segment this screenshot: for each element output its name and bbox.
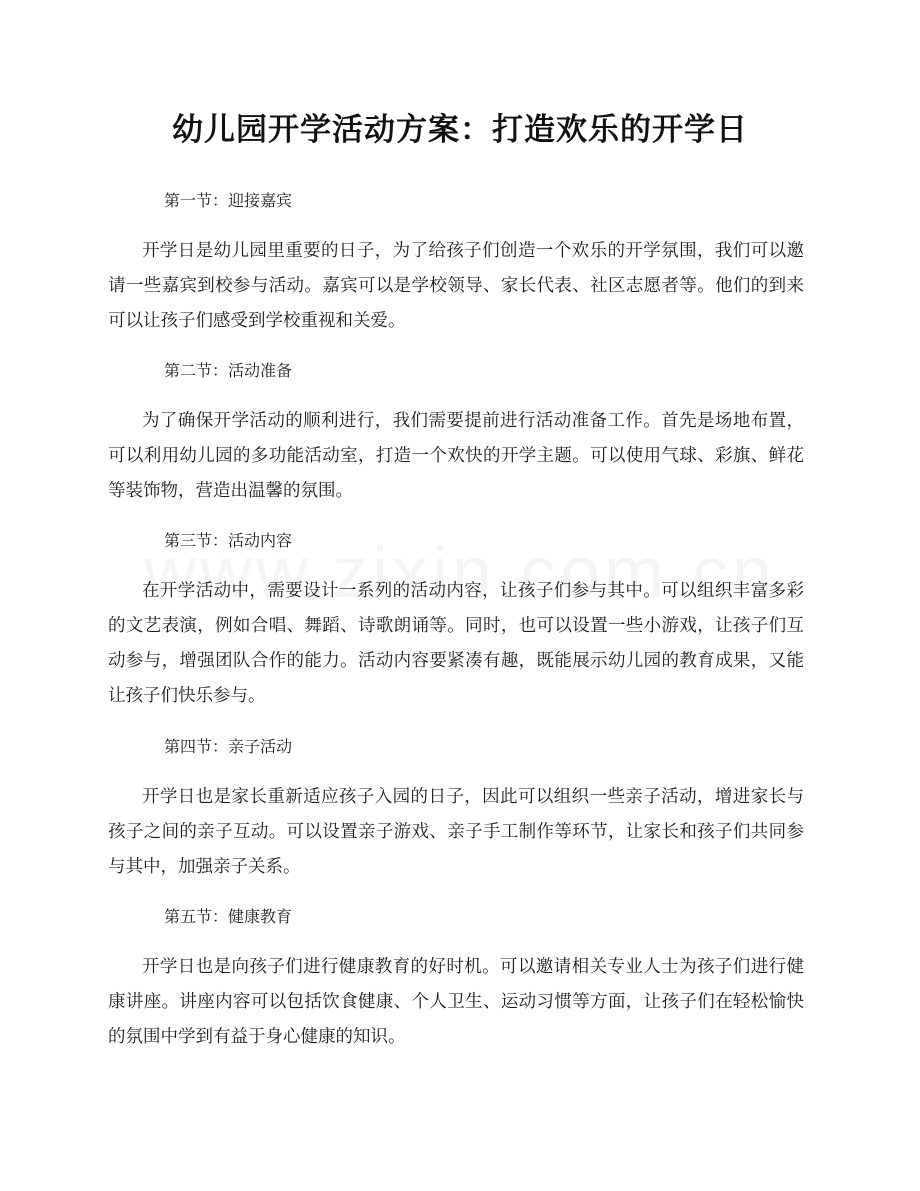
section-2	[108, 359, 804, 509]
section-paragraph: 开学日也是向孩子们进行健康教育的好时机。可以邀请相关专业人士为孩子们进行健康讲座。讲座内容可以包括饮食健康、个人卫生、运动习惯等方面，让孩子们在轻松愉快的氛围中学到有益于身心健康的知识。	[108, 957, 804, 1047]
section-paragraph: 为了确保开学活动的顺利进行，我们需要提前进行活动准备工作。首先是场地布置，可以利用幼儿园的多功能活动室，打造一个欢快的开学主题。可以使用气球、彩旗、鲜花等装饰物，营造出温馨的氛围。	[108, 411, 804, 501]
section-paragraph: 在开学活动中，需要设计一系列的活动内容，让孩子们参与其中。可以组织丰富多彩的文艺表演，例如合唱、舞蹈、诗歌朗诵等。同时，也可以设置一些小游戏，让孩子们互动参与，增强团队合作的能力。活动内容要紧凑有趣，既能展示幼儿园的教育成果，又能让孩子们快乐参与。	[108, 581, 804, 706]
section-heading: 第四节：亲子活动	[164, 737, 293, 756]
document-title: 幼儿园开学活动方案：打造欢乐的开学日	[172, 112, 748, 148]
section-5	[108, 905, 804, 1055]
section-heading: 第一节：迎接嘉宾	[164, 191, 293, 210]
section-heading: 第二节：活动准备	[164, 361, 293, 380]
section-1	[108, 189, 804, 339]
section-4	[108, 735, 804, 885]
section-3	[108, 529, 804, 714]
section-paragraph: 开学日是幼儿园里重要的日子，为了给孩子们创造一个欢乐的开学氛围，我们可以邀请一些嘉宾到校参与活动。嘉宾可以是学校领导、家长代表、社区志愿者等。他们的到来可以让孩子们感受到学校重视和关爱。	[108, 241, 804, 331]
section-heading: 第三节：活动内容	[164, 531, 293, 550]
section-heading: 第五节：健康教育	[164, 907, 293, 926]
section-paragraph: 开学日也是家长重新适应孩子入园的日子，因此可以组织一些亲子活动，增进家长与孩子之间的亲子互动。可以设置亲子游戏、亲子手工制作等环节，让家长和孩子们共同参与其中，加强亲子关系。	[108, 787, 804, 877]
